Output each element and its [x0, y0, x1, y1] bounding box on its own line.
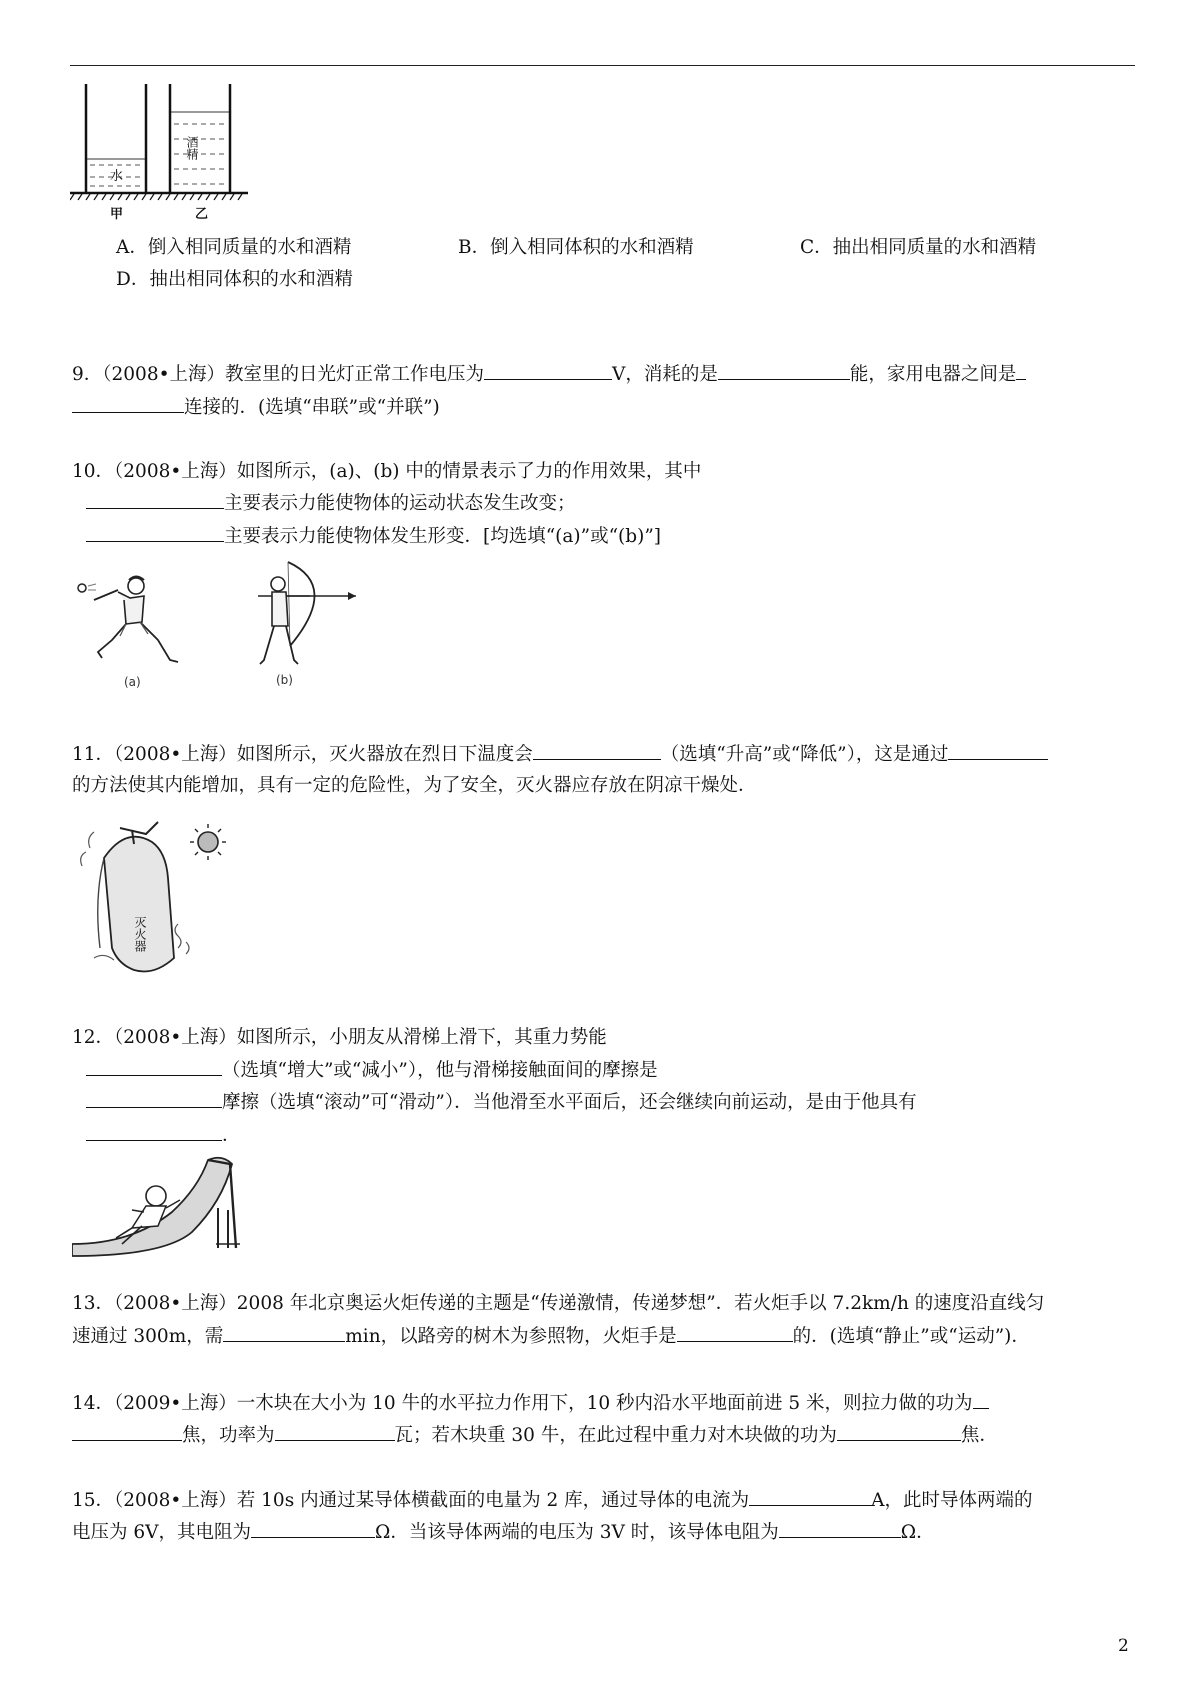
beakers-figure	[70, 84, 260, 224]
answer-blank[interactable]	[72, 1423, 182, 1441]
question-9-line1	[72, 362, 1026, 387]
extinguisher-label: 灭火器	[133, 916, 147, 952]
answer-blank[interactable]	[779, 1520, 901, 1538]
slide-figure	[72, 1152, 242, 1262]
question-11-line2: 的方法使其内能增加，具有一定的危险性，为了安全，灭火器应存放在阴凉干燥处．	[72, 775, 757, 796]
archer-figure	[250, 560, 370, 690]
answer-blank[interactable]	[86, 491, 224, 509]
q14-text-1: 14．（2009•上海）一木块在大小为 10 牛的水平拉力作用下，10 秒内沿水平地面前进 5 米，则拉力做的功为	[72, 1393, 973, 1414]
question-12-line1: 12．（2008•上海）如图所示，小朋友从滑梯上滑下，其重力势能	[72, 1027, 607, 1048]
q12-text-4: ．	[222, 1125, 241, 1146]
answer-blank[interactable]	[86, 1090, 222, 1108]
water-label: 水	[110, 169, 124, 184]
q13-text-3: min，以路旁的树木为参照物，火炬手是	[345, 1326, 677, 1347]
q14-text-2: 焦，功率为	[182, 1425, 275, 1446]
q10-text-3: 主要表示力能使物体发生形变．[均选填“(a)”或“(b)”]	[224, 526, 662, 547]
q9-text-1: 9．（2008•上海）教室里的日光灯正常工作电压为	[72, 364, 485, 385]
extinguisher-figure	[74, 808, 234, 978]
q15-text-2: A，此时导体两端的	[871, 1490, 1033, 1511]
answer-blank[interactable]	[223, 1324, 345, 1342]
answer-blank[interactable]	[86, 1058, 222, 1076]
question-11-line1	[72, 742, 1048, 767]
question-14-line2	[72, 1423, 998, 1448]
q11-text-2: （选填“升高”或“降低”），这是通过	[660, 744, 949, 765]
q12-text-3: 摩擦（选填“滚动”可“滑动”）．当他滑至水平面后，还会继续向前运动，是由于他具有	[222, 1092, 917, 1113]
q13-text-4: 的．(选填“静止”或“运动”)．	[792, 1326, 1030, 1347]
option-a: A．倒入相同质量的水和酒精	[116, 237, 352, 258]
answer-blank[interactable]	[484, 362, 612, 380]
answer-blank[interactable]	[251, 1520, 375, 1538]
answer-blank[interactable]	[86, 1123, 222, 1141]
q10-text-2: 主要表示力能使物体的运动状态发生改变；	[224, 493, 576, 514]
q9-text-3: 能，家用电器之间是	[849, 364, 1017, 385]
figure-b-label: (b)	[276, 673, 293, 687]
question-10-line1: 10．（2008•上海）如图所示，(a)、(b) 中的情景表示了力的作用效果，其中	[72, 461, 702, 482]
beaker-jia-label: 甲	[110, 207, 124, 222]
q15-text-1: 15．（2008•上海）若 10s 内通过某导体横截面的电量为 2 库，通过导体的电流为	[72, 1490, 750, 1511]
question-14-line1	[72, 1391, 989, 1416]
q14-text-3: 瓦；若木块重 30 牛，在此过程中重力对木块做的功为	[394, 1425, 837, 1446]
q15-text-4: Ω．当该导体两端的电压为 3V 时，该导体电阻为	[375, 1522, 779, 1543]
question-9-line2	[72, 395, 440, 420]
q9-text-4: 连接的．(选填“串联”或“并联”)	[184, 397, 440, 418]
question-13-line1: 13．（2008•上海）2008 年北京奥运火炬传递的主题是“传递激情，传递梦想”．若火炬手以 7.2km/h 的速度沿直线匀	[72, 1293, 1045, 1314]
alcohol-label: 酒精	[185, 136, 199, 160]
answer-blank[interactable]	[72, 395, 184, 413]
answer-blank[interactable]	[1016, 362, 1026, 380]
batter-figure	[74, 570, 204, 690]
question-15-line1	[72, 1488, 1033, 1513]
q15-text-5: Ω．	[900, 1522, 935, 1543]
question-12-line3	[86, 1090, 917, 1115]
question-10-line3	[86, 524, 661, 549]
question-10-line2	[86, 491, 576, 516]
answer-blank[interactable]	[718, 362, 850, 380]
q11-text-1: 11．（2008•上海）如图所示，灭火器放在烈日下温度会	[72, 744, 533, 765]
option-b: B．倒入相同体积的水和酒精	[458, 237, 694, 258]
option-c: C．抽出相同质量的水和酒精	[800, 237, 1037, 258]
q9-text-2: V，消耗的是	[612, 364, 718, 385]
answer-blank[interactable]	[533, 742, 661, 760]
question-12-line4	[86, 1123, 241, 1148]
q14-text-4: 焦．	[960, 1425, 998, 1446]
answer-blank[interactable]	[837, 1423, 961, 1441]
answer-blank[interactable]	[677, 1324, 793, 1342]
answer-blank[interactable]	[86, 524, 224, 542]
figure-a-label: (a)	[124, 675, 141, 689]
answer-blank[interactable]	[948, 742, 1048, 760]
q12-text-2: （选填“增大”或“减小”），他与滑梯接触面间的摩擦是	[222, 1060, 658, 1081]
option-d: D．抽出相同体积的水和酒精	[116, 269, 353, 290]
question-13-line2	[72, 1324, 1030, 1349]
question-15-line2	[72, 1520, 935, 1545]
beaker-yi-label: 乙	[195, 207, 209, 222]
answer-blank[interactable]	[275, 1423, 395, 1441]
header-rule	[70, 65, 1135, 66]
q13-text-2: 速通过 300m，需	[72, 1326, 224, 1347]
question-12-line2	[86, 1058, 658, 1083]
q15-text-3: 电压为 6V，其电阻为	[72, 1522, 252, 1543]
answer-blank[interactable]	[973, 1391, 989, 1409]
answer-blank[interactable]	[749, 1488, 871, 1506]
page-number: 2	[1118, 1636, 1129, 1656]
